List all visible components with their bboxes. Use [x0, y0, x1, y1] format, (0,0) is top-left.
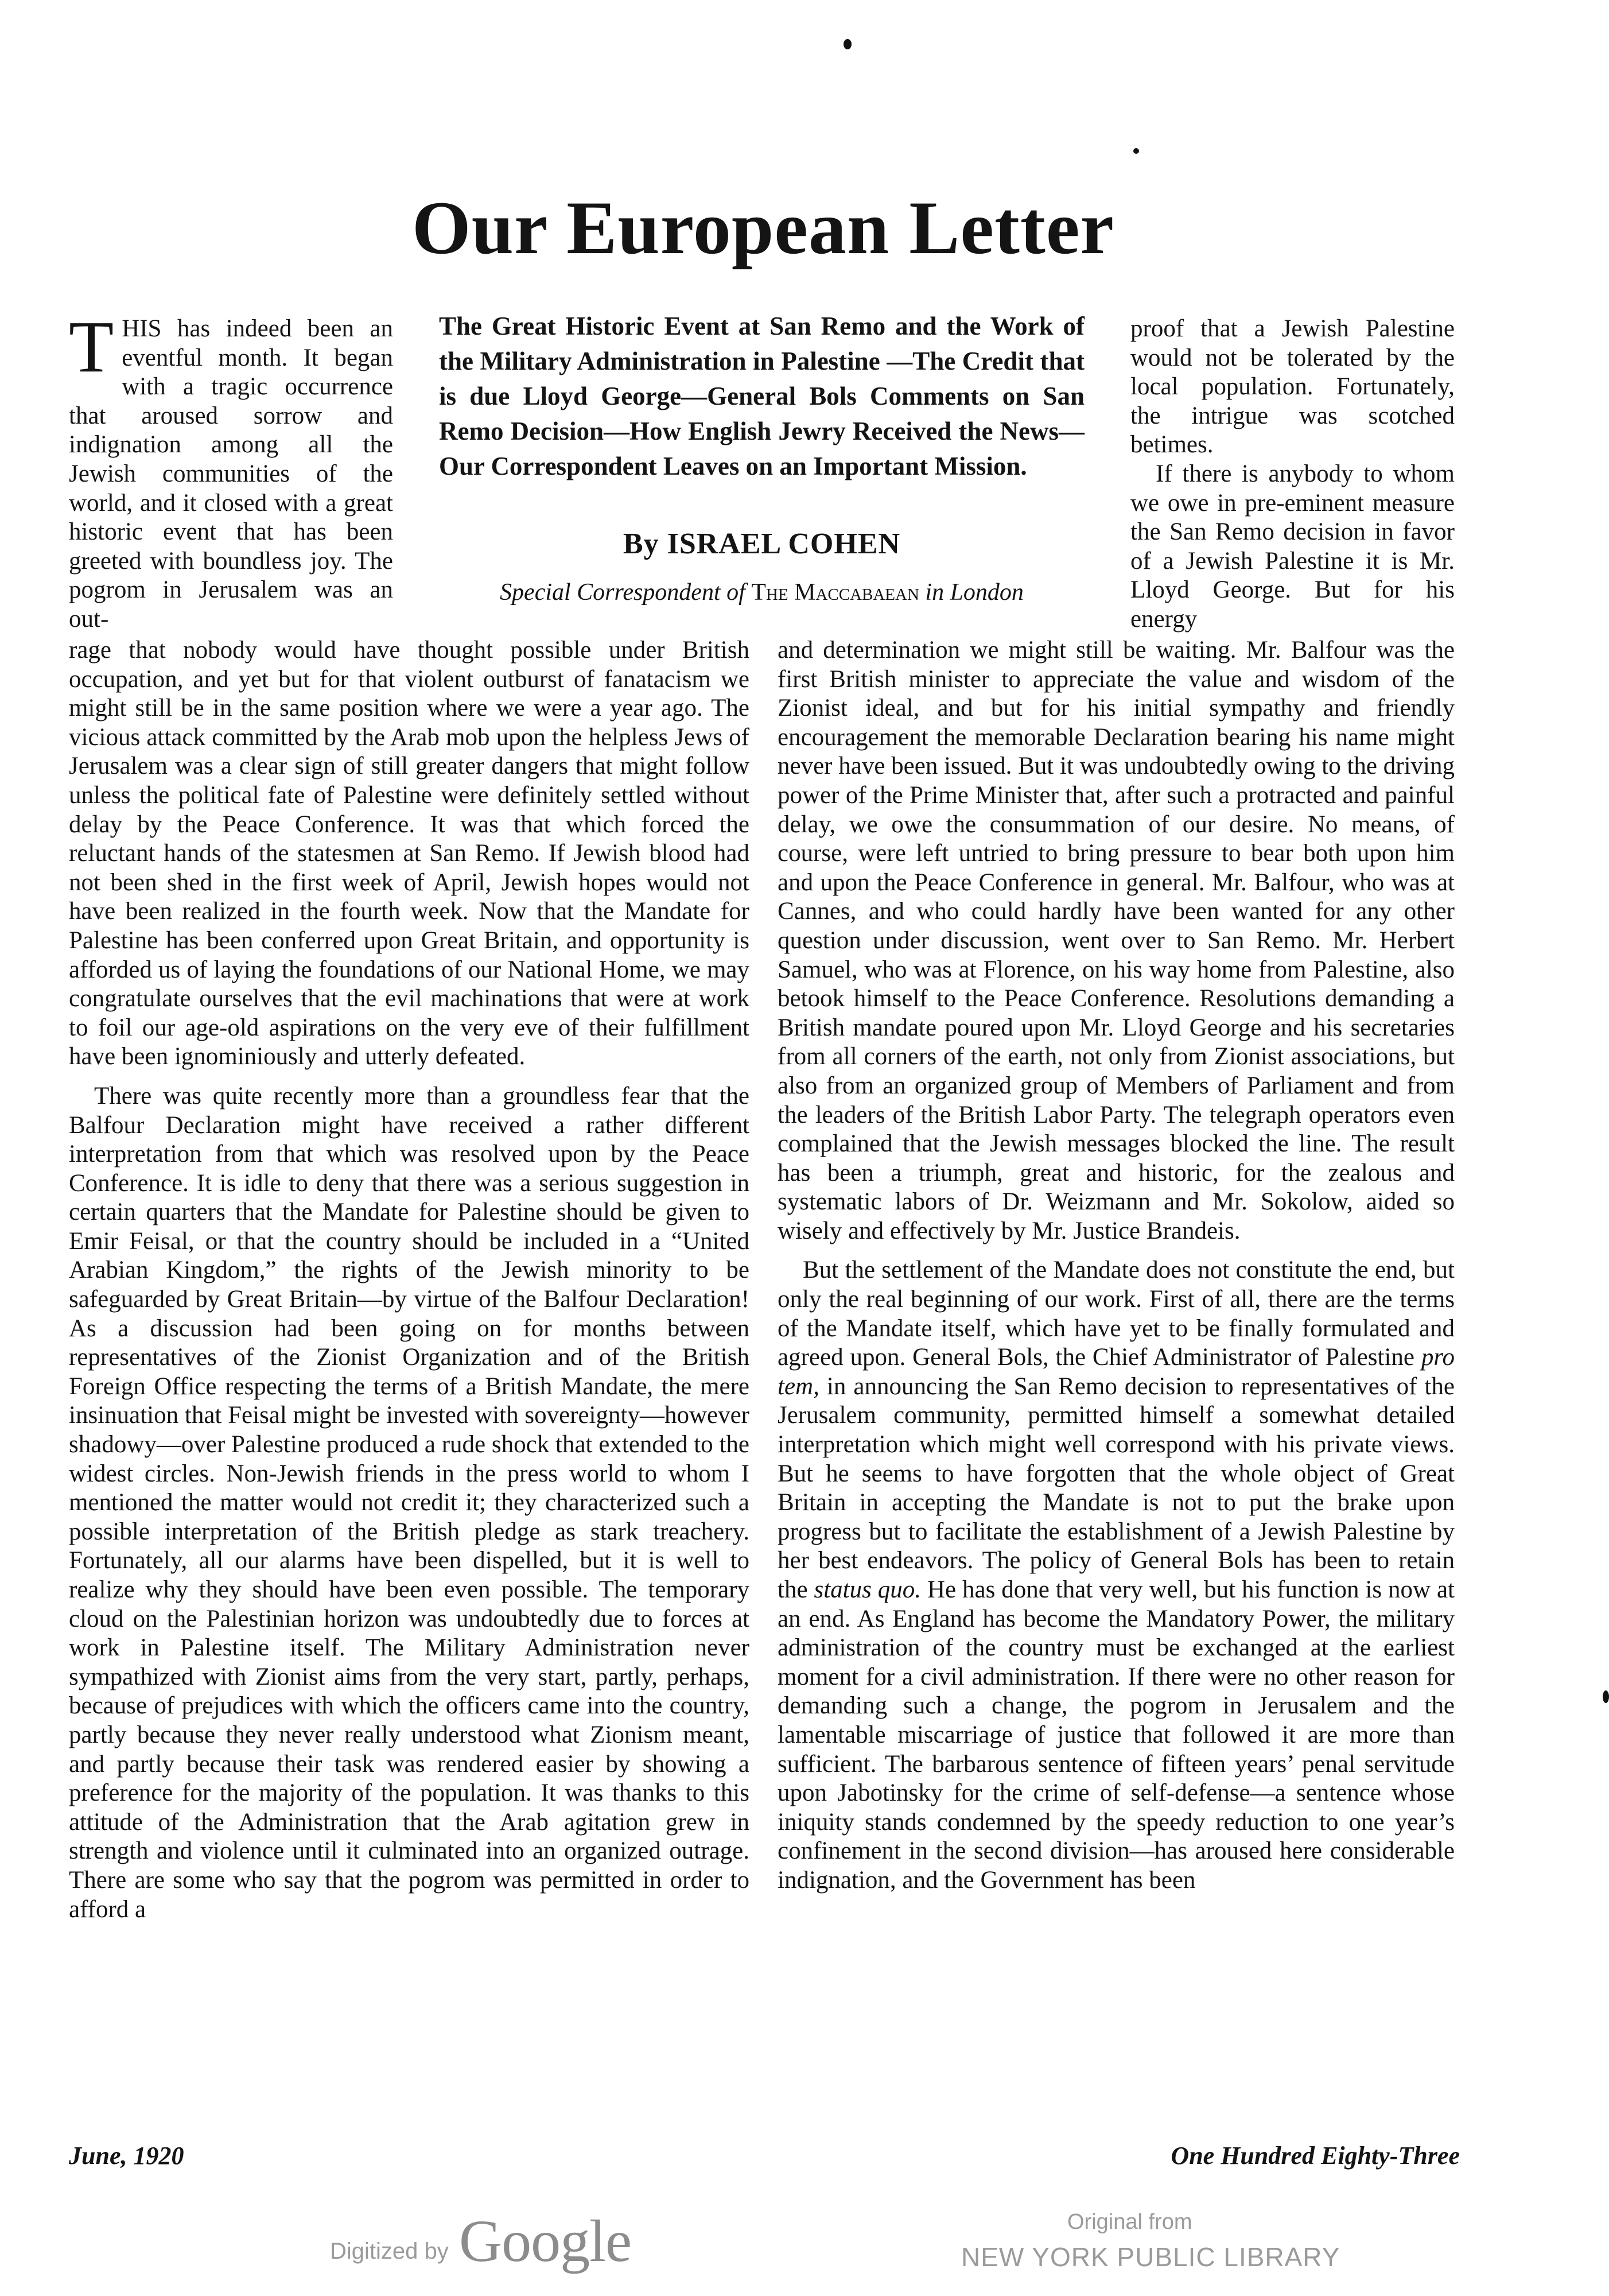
intro-text: HIS has indeed been an eventful month. It began with a tragic occurrence that aroused sorrow and indignation among all the Jewish communities of the world, and it closed with a great historic event that has been greeted with boundless joy. The pogrom in Jerusalem was an out-: [69, 315, 393, 633]
left-column: [69, 636, 749, 1924]
original-from-label: Original from: [1067, 2210, 1192, 2234]
right-top-paragraph-1: proof that a Jewish Palestine would not be tolerated by the local population. Fortunately, the intrigue was scotched betimes.: [1130, 315, 1455, 459]
right-paragraph-1: and determination we might still be waiting. Mr. Balfour was the first British minister to appreciate the value and wisdom of the Zionist ideal, and but for his initial sympathy and friendly encouragement the memorable Declaration bearing his name might never have been issued. But it was undoubtedly owing to the driving power of the Prime Minister that, after such a protracted and painful delay, we owe the consummation of our desire. No means, of course, were left untried to bring pressure to bear both upon him and upon the Peace Conference in general. Mr. Balfour, who was at Cannes, and who could hardly have been wanted for any other question under discussion, went over to San Remo. Mr. Herbert Samuel, who was at Florence, on his way home from Palestine, also betook himself to the Peace Conference. Resolutions demanding a British mandate poured upon Mr. Lloyd George and his secretaries from all corners of the earth, not only from Zionist associations, but also from an organized group of Members of Parliament and from the leaders of the British Labor Party. The telegraph operators even complained that the Jewish messages blocked the line. The result has been a triumph, great and historic, for the zealous and systematic labors of Dr. Weizmann and Mr. Sokolow, aided so wisely and effectively by Mr. Justice Brandeis.: [778, 637, 1455, 1244]
drop-cap: T: [69, 306, 114, 387]
correspondent-suffix: in London: [919, 579, 1024, 606]
right-top-column: [1130, 315, 1455, 634]
publication-name: The Maccabaean: [751, 579, 919, 606]
right-paragraph-2-part-c: He has done that very well, but his function is now at an end. As England has become the Mandatory Power, the military administration of the country must be exchanged at the earliest moment for a civil administration. If there were no other reason for demanding such a change, the pogrom in Jerusalem and the lamentable miscarriage of justice that followed it are more than sufficient. The barbarous sentence of fifteen years’ penal servitude upon Jabotinsky for the crime of self-defense—a sentence whose iniquity stands condemned by the speedy reduction to one year’s confinement in the second division—has aroused here considerable indignation, and the Government has been: [778, 1576, 1455, 1894]
digitized-by-label: Digitized by: [330, 2239, 449, 2264]
byline: By ISRAEL COHEN: [623, 528, 901, 560]
right-paragraph-2-part-b: in announcing the San Remo decision to representatives of the Jerusalem community, permitted himself a somewhat detailed interpretation which might well correspond with his private views. But he seems to have forgotten that the whole object of Great Britain in accepting the Mandate is not to put the brake upon progress but to facilitate the establishment of a Jewish Palestine by her best endeavors. The policy of General Bols has been to retain the: [778, 1372, 1455, 1603]
footer-date: June, 1920: [69, 2142, 184, 2170]
right-column: [778, 636, 1455, 1895]
library-name: NEW YORK PUBLIC LIBRARY: [961, 2242, 1340, 2272]
footer-page-number: One Hundred Eighty-Three: [1171, 2142, 1460, 2170]
scan-speck: [844, 39, 852, 49]
left-paragraph-2: There was quite recently more than a groundless fear that the Balfour Declaration might have received a rather different interpretation from that which was resolved upon by the Peace Conference. It is idle to deny that there was a serious suggestion in certain quarters that the Mandate for Palestine should be given to Emir Feisal, or that the country should be included in a “United Arabian Kingdom,” the rights of the Jewish minority to be safeguarded by Great Britain—by virtue of the Balfour Declaration! As a discussion had been going on for months between representatives of the Zionist Organization and of the British Foreign Office respecting the terms of a British Mandate, the mere insinuation that Feisal might be invested with sovereignty—however shadowy—over Palestine produced a rude shock that extended to the widest circles. Non-Jewish friends in the press world to whom I mentioned the matter would not credit it; they characterized such a possible interpretation of the British pledge as stark treachery. Fortunately, all our alarms have been dispelled, but it is well to realize why they should have been even possible. The temporary cloud on the Palestinian horizon was undoubtedly due to forces at work in Palestine itself. The Military Administration never sympathized with Zionist aims from the very start, partly, perhaps, because of prejudices with which the officers came into the country, partly because they never really understood what Zionism meant, and partly because their task was rendered easier by showing a preference for the majority of the population. It was thanks to this attitude of the Administration that the Arab agitation grew in strength and violence until it culminated into an organized outrage. There are some who say that the pogrom was permitted in order to afford a: [69, 1082, 749, 1923]
correspondent-line: [439, 579, 1085, 606]
article-title: Our European Letter: [411, 185, 1115, 270]
scan-speck: [1603, 1690, 1609, 1703]
article-deck: The Great Historic Event at San Remo and the Work of the Military Administration in Palestine —The Credit that is due Lloyd George—General Bols Comments on San Remo Decision—How English Jewry Received the News—Our Correspondent Leaves on an Important Mission.: [439, 312, 1085, 480]
right-paragraph-2: [778, 1256, 1455, 1895]
scan-speck: [1133, 148, 1139, 154]
right-paragraph-2-part-a: But the settlement of the Mandate does not constitute the end, but only the real beginning of our work. First of all, there are the terms of the Mandate itself, which have yet to be finally formulated and agreed upon. General Bols, the Chief Administrator of Palestine: [778, 1256, 1455, 1371]
left-paragraph-1: rage that nobody would have thought possible under British occupation, and yet but for that violent outburst of fanatacism we might still be in the same position where we were a year ago. The vicious attack committed by the Arab mob upon the helpless Jews of Jerusalem was a clear sign of still greater dangers that might follow unless the political fate of Palestine were definitely settled without delay by the Peace Conference. It was that which forced the reluctant hands of the statesmen at San Remo. If Jewish blood had not been shed in the first week of April, Jewish hopes would not have been realized in the fourth week. Now that the Mandate for Palestine has been conferred upon Great Britain, and opportunity is afforded us of laying the foundations of our National Home, we may congratulate ourselves that the evil machinations that were at work to foil our age-old aspirations on the very eve of their fulfillment have been ignominiously and utterly defeated.: [69, 637, 749, 1071]
intro-paragraph: [69, 306, 393, 634]
right-top-paragraph-2: If there is anybody to whom we owe in pre-eminent measure the San Remo decision in favor of a Jewish Palestine it is Mr. Lloyd George. But for his energy: [1130, 460, 1455, 633]
pro-tem-italic: pro tem,: [778, 1344, 1455, 1400]
google-logo: Google: [459, 2208, 632, 2274]
status-quo-italic: status quo.: [814, 1576, 922, 1603]
correspondent-prefix: Special Correspondent of: [500, 579, 752, 606]
